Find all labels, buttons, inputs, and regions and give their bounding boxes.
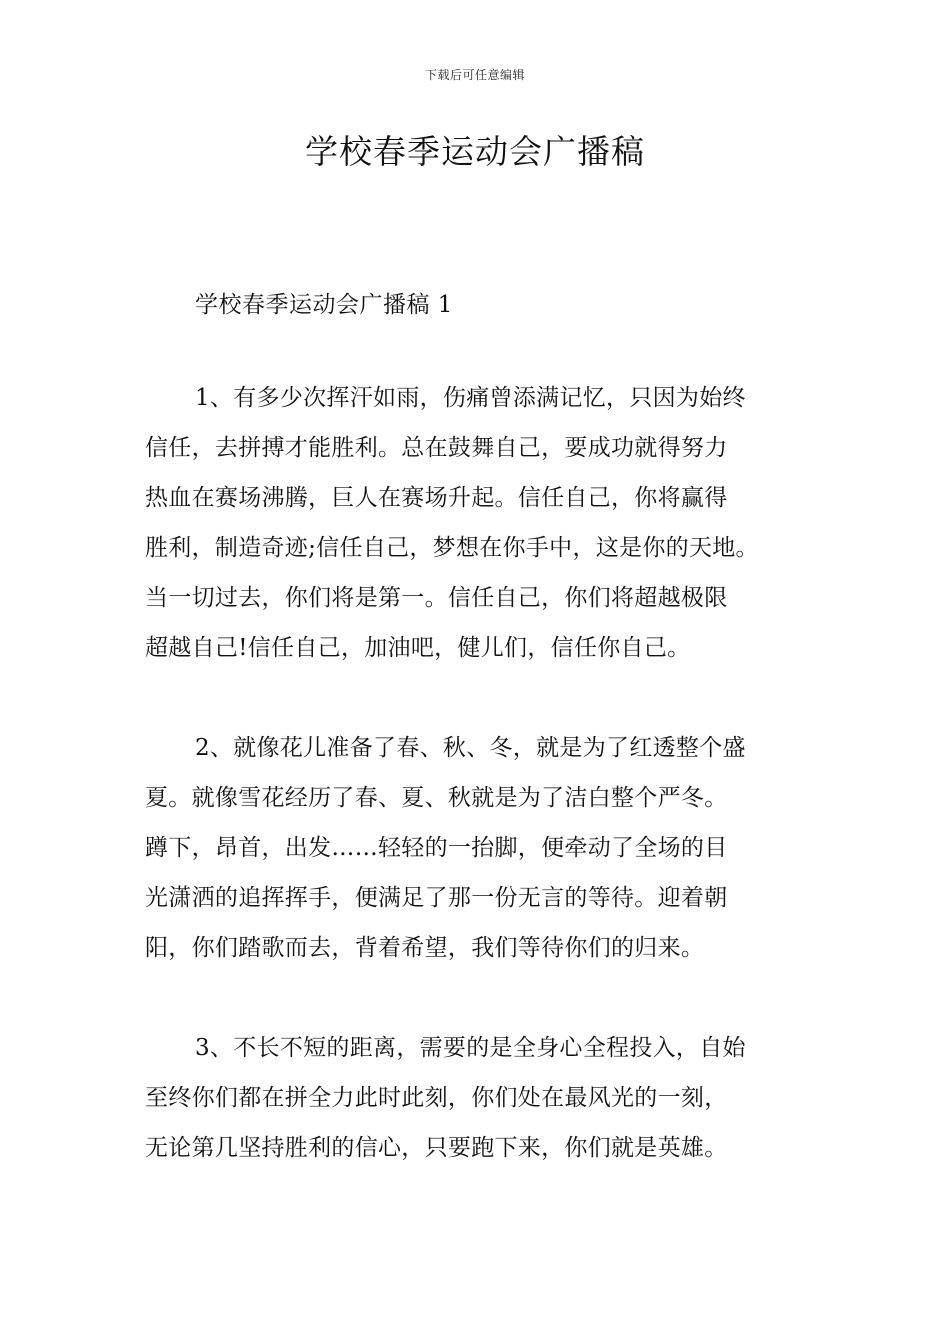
paragraph-line: 夏。就像雪花经历了春、夏、秋就是为了洁白整个严冬。 [145,785,728,811]
paragraph-line: 信任，去拼搏才能胜利。总在鼓舞自己，要成功就得努力 [145,435,728,461]
paragraph-line: 阳，你们踏歌而去，背着希望，我们等待你们的归来。 [145,935,705,961]
paragraph-line: 2、就像花儿准备了春、秋、冬，就是为了红透整个盛 [195,735,746,761]
paragraph-line: 胜利，制造奇迹;信任自己，梦想在你手中，这是你的天地。 [145,535,759,561]
paragraph-line: 1、有多少次挥汗如雨，伤痛曾添满记忆，只因为始终 [195,385,746,411]
paragraph-line: 蹲下，昂首，出发……轻轻的一抬脚，便牵动了全场的目 [145,835,728,861]
document-title: 学校春季运动会广播稿 [305,132,645,171]
header-note: 下载后可任意编辑 [424,68,525,82]
paragraph-line: 无论第几坚持胜利的信心，只要跑下来，你们就是英雄。 [145,1135,728,1161]
paragraph-line: 当一切过去，你们将是第一。信任自己，你们将超越极限 [145,585,728,611]
section-subtitle: 学校春季运动会广播稿 1 [195,292,453,318]
paragraph-line: 3、不长不短的距离，需要的是全身心全程投入，自始 [195,1035,746,1061]
paragraph-line: 热血在赛场沸腾，巨人在赛场升起。信任自己，你将赢得 [145,485,728,511]
paragraph-3 [145,1023,845,1173]
paragraph-2 [145,723,845,973]
paragraph-line: 光潇洒的追挥挥手，便满足了那一份无言的等待。迎着朝 [145,885,728,911]
paragraph-line: 至终你们都在拼全力此时此刻，你们处在最风光的一刻， [145,1085,728,1111]
paragraph-1 [145,373,845,673]
paragraph-line: 超越自己!信任自己，加油吧，健儿们，信任你自己。 [145,635,691,661]
